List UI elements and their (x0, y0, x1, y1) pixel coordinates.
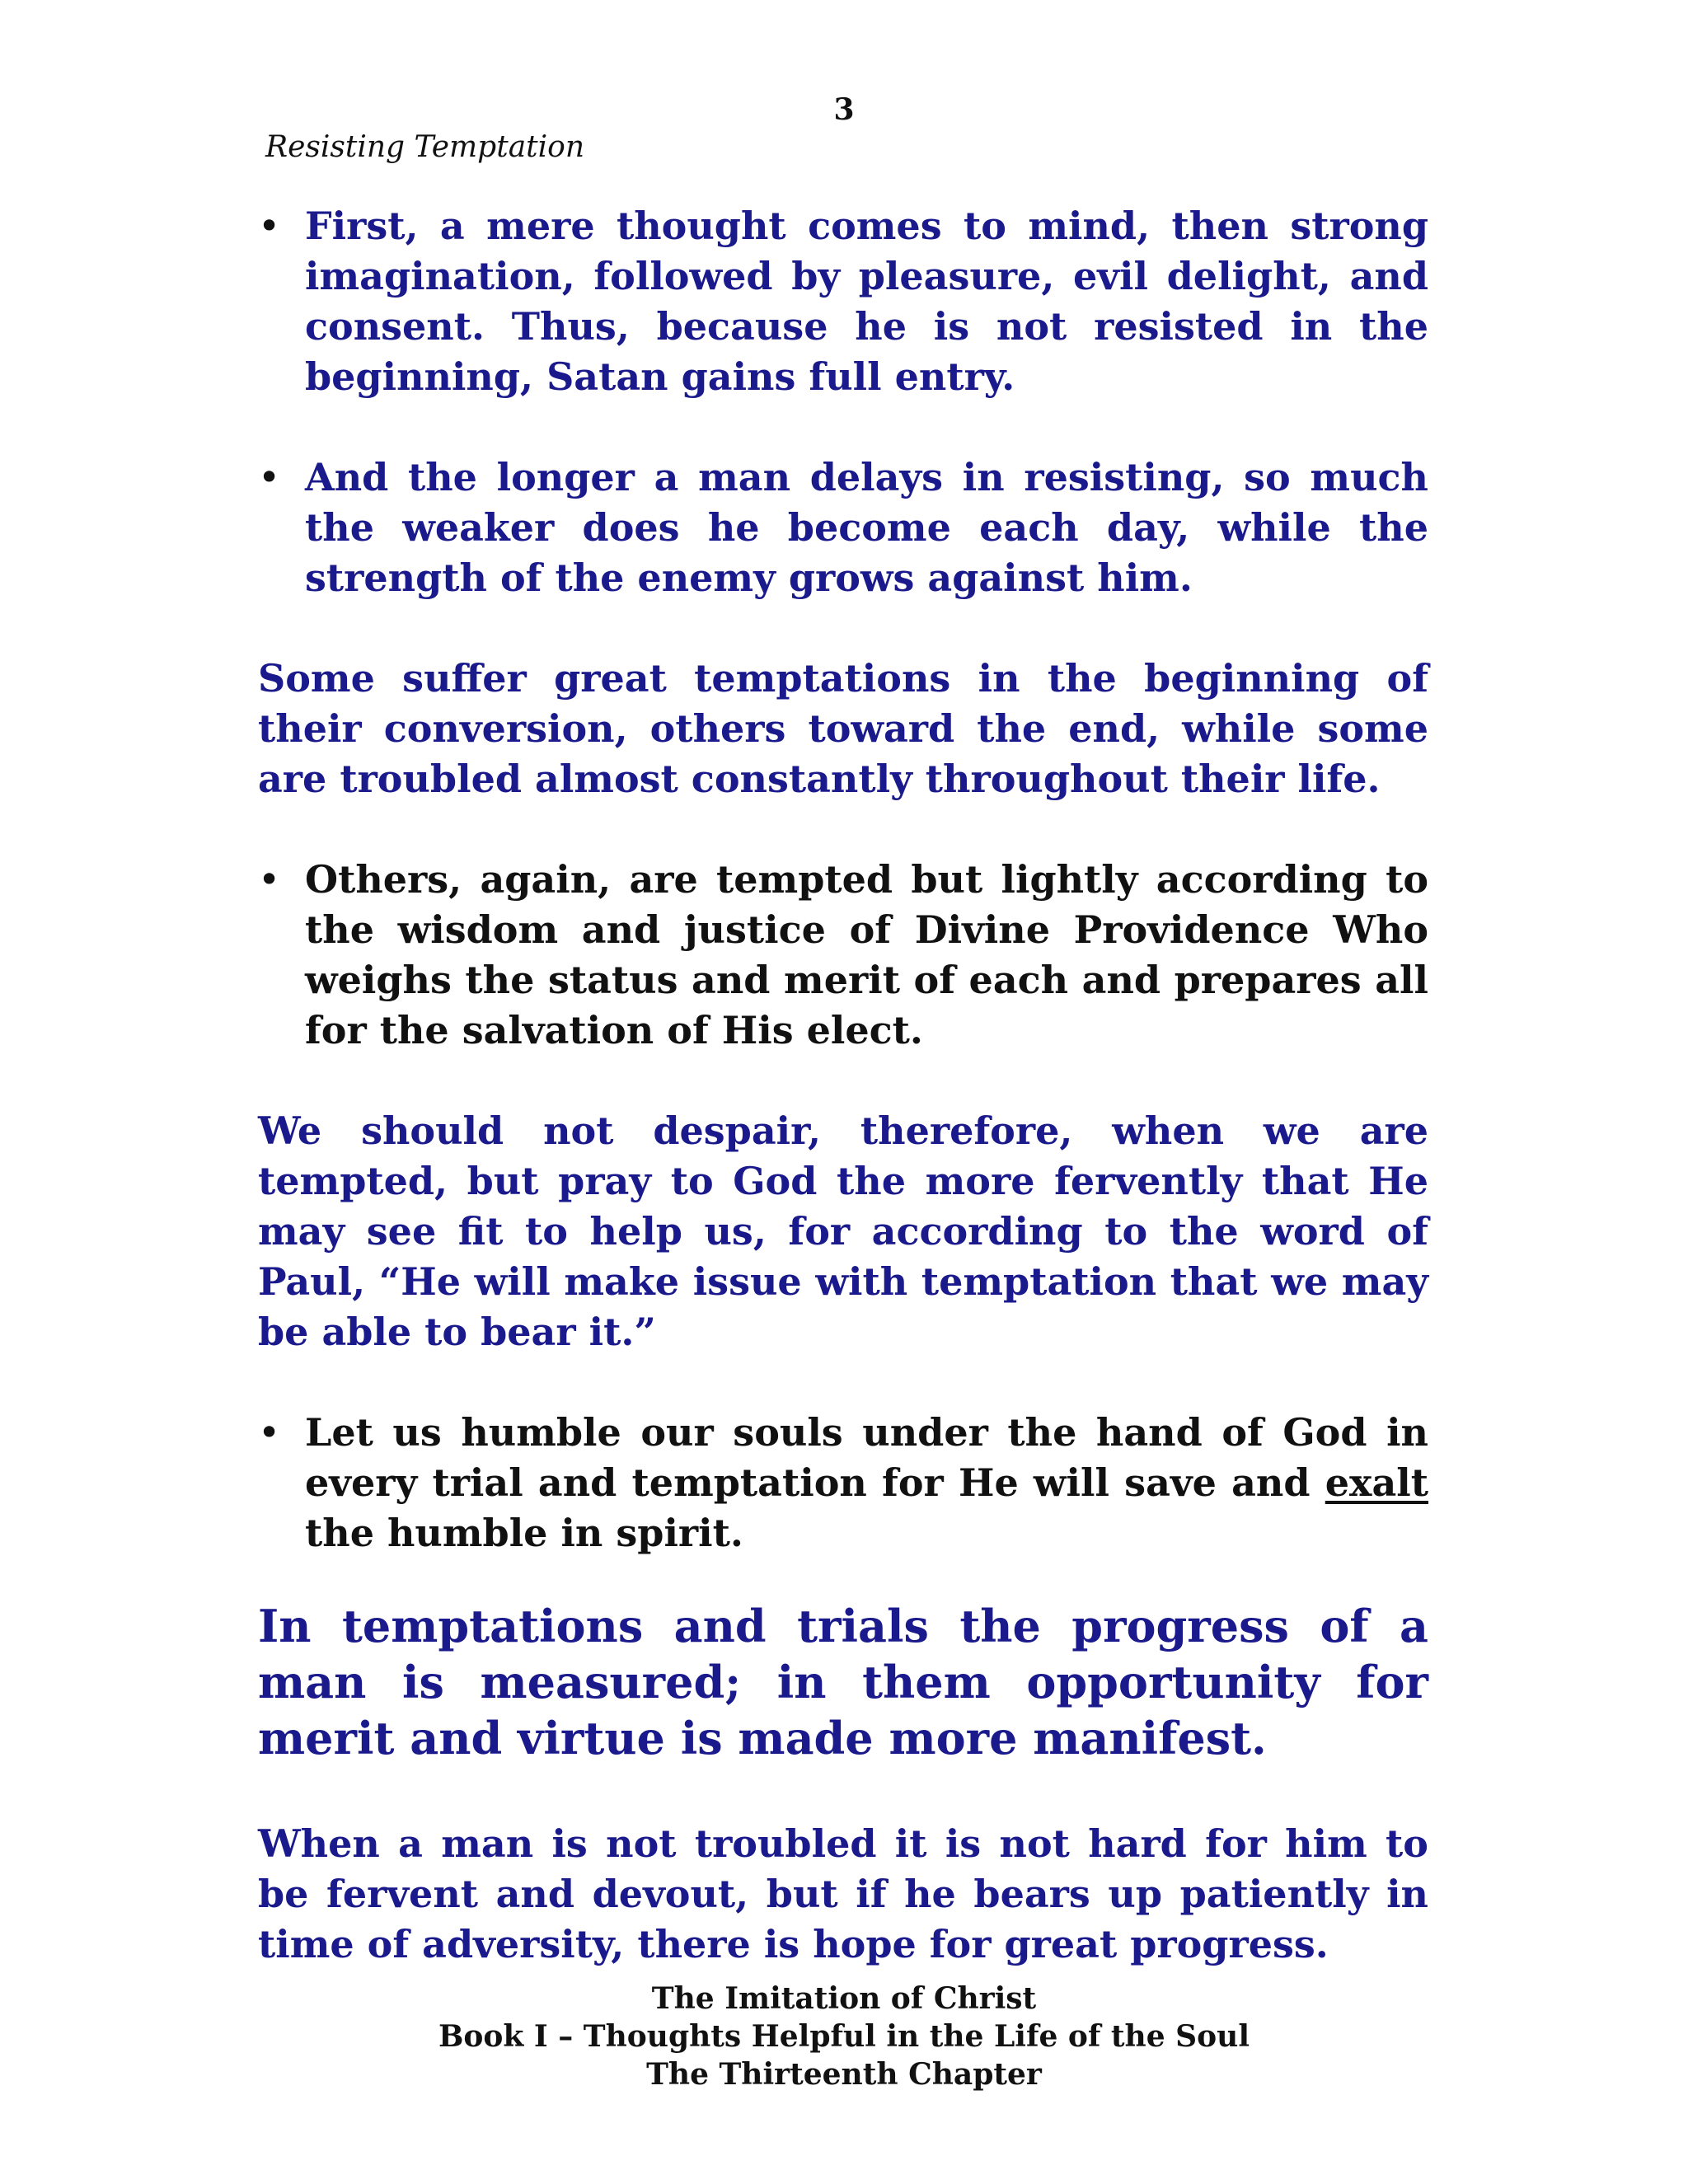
bullet-item (258, 452, 1428, 603)
footer-book-subtitle: Book I – Thoughts Helpful in the Life of the Soul (438, 2019, 1250, 2054)
bullet-text-delay-resisting: And the longer a man delays in resisting, so much the weaker does he become each day, while the strength of the enemy grows against him. (305, 455, 1428, 600)
bullet-dot: • (258, 455, 281, 499)
bullet-text-tempted-lightly: Others, again, are tempted but lightly according to the wisdom and justice of Divine Providence Who weighs the status and merit of each and prepares all for the salvation of His elect. (305, 857, 1428, 1052)
paragraph-great-temptations: Some suffer great temptations in the beginning of their conversion, others toward the end, while some are troubled almost constantly throughout their life. (258, 656, 1428, 801)
paragraph-progress-measured: In temptations and trials the progress of a man is measured; in them opportunity for merit and virtue is made more manifest. (258, 1600, 1428, 1765)
page-body (258, 201, 1428, 1970)
bullet-dot: • (258, 857, 281, 902)
bullet-item (258, 855, 1428, 1056)
footer-book-title: The Imitation of Christ (651, 1981, 1037, 2016)
paragraph-not-troubled: When a man is not troubled it is not hard for him to be fervent and devout, but if he bears up patiently in time of adversity, there is hope for great progress. (258, 1821, 1428, 1966)
page-footer (0, 1980, 1688, 2093)
bullet-text-part: Let us humble our souls under the hand of God in every trial and temptation for He will save and (305, 1410, 1428, 1505)
bullet-item (258, 201, 1428, 402)
footer-chapter: The Thirteenth Chapter (646, 2057, 1042, 2092)
underlined-word-exalt: exalt (1325, 1460, 1428, 1505)
bullet-text-humble-souls (305, 1408, 1428, 1558)
bullet-dot: • (258, 204, 281, 248)
running-head: Resisting Temptation (265, 130, 584, 164)
bullet-text-part: the humble in spirit. (305, 1511, 743, 1555)
page-number: 3 (833, 92, 855, 127)
bullet-text-first-thought: First, a mere thought comes to mind, then strong imagination, followed by pleasure, evil delight, and consent. Thus, because he is not resisted in the beginning, Satan gains full entry. (305, 204, 1428, 399)
paragraph-not-despair: We should not despair, therefore, when we are tempted, but pray to God the more fervently that He may see fit to help us, for according to the word of Paul, “He will make issue with temptation that we may be able to bear it.” (258, 1108, 1428, 1354)
bullet-item (258, 1408, 1428, 1558)
bullet-dot: • (258, 1410, 281, 1455)
